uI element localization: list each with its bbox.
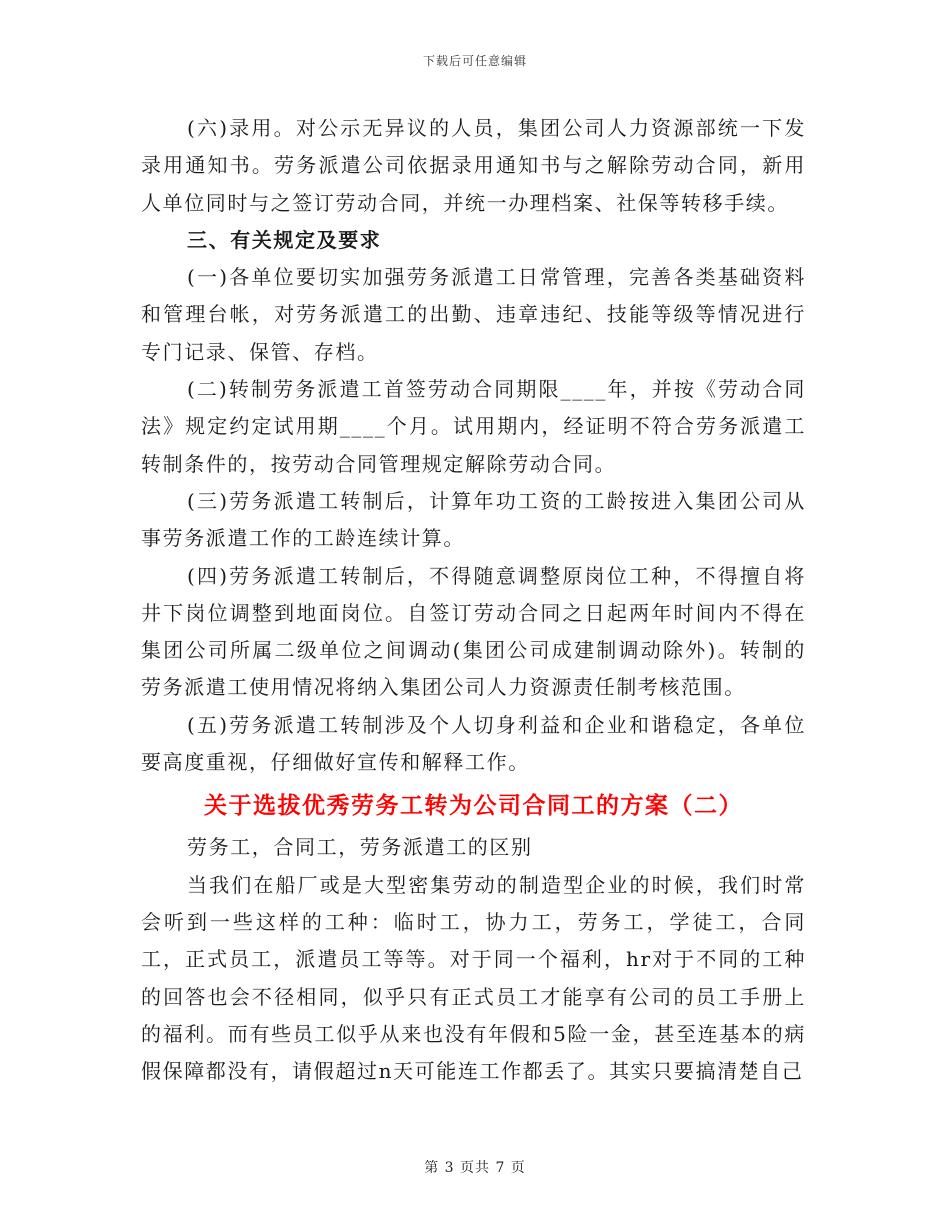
- paragraph-rule-3: (三)劳务派遣工转制后，计算年功工资的工龄按进入集团公司从事劳务派遣工作的工龄连续计算。: [141, 488, 806, 551]
- paragraph-rule-4: (四)劳务派遣工转制后，不得随意调整原岗位工种，不得擅自将井下岗位调整到地面岗位。自签订劳动合同之日起两年时间内不得在集团公司所属二级单位之间调动(集团公司成建制调动除外)。转制的劳务派遣工使用情况将纳入集团公司人力资源责任制考核范围。: [141, 563, 806, 700]
- section-heading-regulations: 三、有关规定及要求: [187, 227, 382, 252]
- paragraph-rule-2: (二)转制劳务派遣工首签劳动合同期限____年，并按《劳动合同法》规定约定试用期____个月。试用期内，经证明不符合劳务派遣工转制条件的，按劳动合同管理规定解除劳动合同。: [141, 377, 806, 476]
- paragraph-subtitle: 劳务工，合同工，劳务派遣工的区别: [187, 835, 533, 860]
- paragraph-rule-5: (五)劳务派遣工转制涉及个人切身利益和企业和谐稳定，各单位要高度重视，仔细做好宣传和解释工作。: [141, 712, 806, 775]
- document-section-title: 关于选拔优秀劳务工转为公司合同工的方案（二）: [204, 793, 743, 820]
- paragraph-rule-1: (一)各单位要切实加强劳务派遣工日常管理，完善各类基础资料和管理台帐，对劳务派遣工的出勤、违章违纪、技能等级等情况进行专门记录、保管、存档。: [141, 265, 806, 364]
- paragraph-recruitment: (六)录用。对公示无异议的人员，集团公司人力资源部统一下发录用通知书。劳务派遣公司依据录用通知书与之解除劳动合同，新用人单位同时与之签订劳动合同，并统一办理档案、社保等转移手续。: [141, 116, 806, 215]
- page-header: 下载后可任意编辑: [422, 54, 527, 68]
- paragraph-intro: 当我们在船厂或是大型密集劳动的制造型企业的时候，我们时常会听到一些这样的工种：临时工，协力工，劳务工，学徒工，合同工，正式员工，派遣员工等等。对于同一个福利，hr对于不同的工种的回答也会不径相同，似乎只有正式员工才能享有公司的员工手册上的福利。而有些员工似乎从来也没有年假和5险一金，甚至连基本的病假保障都没有，请假超过n天可能连工作都丢了。其实只要搞清楚自己: [141, 872, 806, 1084]
- page-footer: 第 3 页共 7 页: [424, 1160, 526, 1176]
- document-body: [141, 110, 806, 1090]
